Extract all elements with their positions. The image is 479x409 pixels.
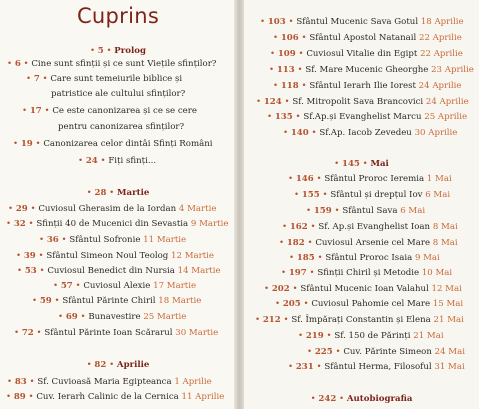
entry-title: Sfântul Sofronie xyxy=(69,235,141,245)
entry-page: 72 xyxy=(21,328,34,338)
toc-entry[interactable]: • 69 • Bunavestire 25 Martie xyxy=(58,312,187,322)
toc-entry[interactable]: • 219 • Sf. 150 de Părinți 21 Mai xyxy=(298,331,444,341)
toc-entry[interactable]: • 225 • Cuv. Părinte Simeon 24 Mai xyxy=(307,347,465,357)
entry-page: 135 xyxy=(274,112,293,122)
right-page xyxy=(244,0,479,409)
entry-title: Cine sunt sfinții și ce sunt Viețile sfinților? xyxy=(31,59,217,69)
entry-title: Cuviosul Pahomie cel Mare xyxy=(311,299,431,309)
entry-page: 140 xyxy=(290,128,309,138)
entry-date: 11 Aprilie xyxy=(181,392,225,402)
entry-page: 89 xyxy=(13,392,26,402)
entry-title: Sfântul Proroc Isaia xyxy=(325,253,413,263)
entry-page: 36 xyxy=(46,235,59,245)
toc-entry[interactable]: • 103 • Sfântul Mucenic Sava Gotul 18 Aprilie xyxy=(260,17,464,27)
entry-date: 30 Martie xyxy=(175,328,219,338)
entry-page: 83 xyxy=(14,377,27,387)
entry-title: Cuviosul Vitalie din Egipt xyxy=(306,49,418,59)
toc-entry[interactable]: • 17 • Ce este canonizarea și ce se cere xyxy=(22,106,197,116)
entry-page: 162 xyxy=(289,222,308,232)
entry-title: Sf. Mitropolit Sava Brancovici xyxy=(292,97,424,107)
entry-date: 22 Aprilie xyxy=(420,49,463,59)
toc-entry[interactable]: • 231 • Sfântul Herma, Filosoful 31 Mai xyxy=(288,362,465,372)
entry-date: 1 Aprilie xyxy=(174,377,212,387)
entry-page: 103 xyxy=(267,17,286,27)
toc-entry[interactable]: • 106 • Sfântul Apostol Natanail 22 Aprilie xyxy=(273,33,462,43)
section-aprilie[interactable]: • 82 • Aprilie xyxy=(86,360,150,370)
left-page xyxy=(0,0,236,409)
section-title: Martie xyxy=(117,188,150,198)
section-page: 82 xyxy=(94,360,107,370)
toc-entry[interactable]: • 32 • Sfinții 40 de Mucenici din Sevastia 9 Martie xyxy=(6,219,229,229)
entry-page: 32 xyxy=(13,219,26,229)
entry-title: Cuviosul Benedict din Nursia xyxy=(47,266,175,276)
toc-entry-continuation xyxy=(58,122,184,133)
entry-title: Sfântul Mucenic Sava Gotul xyxy=(296,17,419,27)
entry-page: 182 xyxy=(286,238,305,248)
entry-title: pentru canonizarea sfinților? xyxy=(58,122,185,132)
entry-title: Sfântul Ierarh Ilie Iorest xyxy=(309,81,416,91)
toc-entry[interactable]: • 159 • Sfântul Sava 6 Mai xyxy=(306,206,426,216)
section-title: Autobiografia xyxy=(346,394,413,404)
toc-entry-continuation xyxy=(51,89,185,100)
toc-entry[interactable]: • 72 • Sfântul Părinte Ioan Scărarul 30 Martie xyxy=(14,328,219,338)
entry-page: 29 xyxy=(15,204,28,214)
section-page: 242 xyxy=(318,394,337,404)
entry-page: 113 xyxy=(276,65,295,75)
entry-date: 21 Mai xyxy=(433,315,464,325)
entry-date: 30 Aprilie xyxy=(414,128,458,138)
entry-date: 25 Martie xyxy=(143,312,187,322)
entry-title: Sf. Ap.și Evanghelist Ioan xyxy=(318,222,431,232)
entry-date: 17 Martie xyxy=(153,281,197,291)
entry-date: 18 Aprilie xyxy=(420,17,464,27)
page-title: Cuprins xyxy=(76,4,160,28)
toc-entry[interactable]: • 109 • Cuviosul Vitalie din Egipt 22 Aprilie xyxy=(270,49,463,59)
entry-page: 7 xyxy=(33,74,40,84)
entry-date: 8 Mai xyxy=(432,238,458,248)
toc-entry[interactable]: • 113 • Sf. Mare Mucenic Gheorghe 23 Aprilie xyxy=(269,65,474,75)
entry-date: 24 Mai xyxy=(434,347,465,357)
section-title: Mai xyxy=(370,159,389,169)
entry-date: 8 Mai xyxy=(432,222,458,232)
toc-entry[interactable]: • 124 • Sf. Mitropolit Sava Brancovici 24 Aprilie xyxy=(256,97,469,107)
entry-date: 4 Martie xyxy=(178,204,217,214)
entry-title: Canonizarea celor dintâi Sfinți Români xyxy=(43,139,213,149)
entry-page: 17 xyxy=(29,106,42,116)
toc-entry[interactable]: • 135 • Sf.Ap.și Evanghelist Marcu 25 Aprilie xyxy=(267,112,468,122)
section-page: 28 xyxy=(94,188,107,198)
toc-entry[interactable]: • 24 • Fiți sfinți... xyxy=(78,156,157,166)
entry-page: 6 xyxy=(14,59,21,69)
entry-title: Sf.Ap.și Evanghelist Marcu xyxy=(303,112,422,122)
toc-entry[interactable]: • 83 • Sf. Cuvioasă Maria Egipteanca 1 Aprilie xyxy=(7,377,212,387)
entry-title: Sfântul Simeon Noul Teolog xyxy=(46,251,169,261)
entry-title: Sfântul Părinte Ioan Scărarul xyxy=(44,328,173,338)
entry-page: 212 xyxy=(262,315,281,325)
entry-title: Sf. Împărați Constantin și Elena xyxy=(291,315,431,325)
toc-entry[interactable]: • 197 • Sfinții Chiril și Metodie 10 Mai xyxy=(281,268,453,278)
section-page: 5 xyxy=(97,46,104,56)
toc-entry[interactable]: • 118 • Sfântul Ierarh Ilie Iorest 24 Aprilie xyxy=(273,81,462,91)
toc-entry[interactable]: • 182 • Cuviosul Arsenie cel Mare 8 Mai xyxy=(279,238,458,248)
toc-entry[interactable]: • 155 • Sfântul și drepțul Iov 6 Mai xyxy=(294,190,451,200)
entry-title: Sfinții Chiril și Metodie xyxy=(317,268,420,278)
entry-page: 225 xyxy=(314,347,333,357)
entry-page: 197 xyxy=(288,268,307,278)
entry-date: 24 Aprilie xyxy=(418,81,462,91)
toc-entry[interactable]: • 19 • Canonizarea celor dintâi Sfinți Români xyxy=(13,139,213,149)
entry-date: 9 Martie xyxy=(190,219,229,229)
toc-entry[interactable]: • 39 • Sfântul Simeon Noul Teolog 12 Martie xyxy=(16,251,215,261)
entry-title: Sfântul Herma, Filosoful xyxy=(324,362,432,372)
entry-title: Sf. Cuvioasă Maria Egipteanca xyxy=(37,377,172,387)
entry-page: 205 xyxy=(282,299,301,309)
entry-title: Cuviosul Gherasim de la Iordan xyxy=(38,204,177,214)
toc-entry[interactable]: • 185 • Sfântul Proroc Isaia 9 Mai xyxy=(289,253,440,263)
entry-title: Cuviosul Alexie xyxy=(83,281,151,291)
entry-date: 14 Martie xyxy=(177,266,221,276)
entry-page: 19 xyxy=(20,139,33,149)
toc-entry[interactable]: • 202 • Sfântul Mucenic Ioan Valahul 12 Mai xyxy=(264,284,462,294)
entry-page: 155 xyxy=(301,190,320,200)
toc-entry[interactable]: • 146 • Sfântul Proroc Ieremia 1 Mai xyxy=(288,174,452,184)
entry-title: Bunavestire xyxy=(88,312,141,322)
entry-title: Sf. Mare Mucenic Gheorghe xyxy=(305,65,429,75)
entry-date: 1 Mai xyxy=(426,174,452,184)
entry-title: Care sunt temeiurile biblice și xyxy=(50,74,183,84)
entry-date: 24 Aprilie xyxy=(425,97,469,107)
entry-title: Sfântul Sava xyxy=(342,206,398,216)
entry-page: 69 xyxy=(65,312,78,322)
toc-entry[interactable]: • 140 • Sf.Ap. Iacob Zevedeu 30 Aprilie xyxy=(283,128,458,138)
section-autobiografia[interactable]: • 242 • Autobiografia xyxy=(310,394,413,404)
entry-title: Ce este canonizarea și ce se cere xyxy=(52,106,197,116)
section-mai[interactable]: • 145 • Mai xyxy=(334,159,389,169)
entry-date: 9 Mai xyxy=(414,253,440,263)
entry-page: 106 xyxy=(280,33,299,43)
entry-title: Cuv. Ierarh Calinic de la Cernica xyxy=(36,392,179,402)
entry-title: Sfântul Mucenic Ioan Valahul xyxy=(300,284,429,294)
entry-page: 231 xyxy=(295,362,314,372)
entry-date: 10 Mai xyxy=(421,268,453,278)
entry-page: 109 xyxy=(277,49,296,59)
entry-title: Sfinții 40 de Mucenici din Sevastia xyxy=(36,219,189,229)
entry-date: 18 Martie xyxy=(158,296,202,306)
toc-entry[interactable]: • 6 • Cine sunt sfinții și ce sunt Viețile sfinților? xyxy=(7,59,217,69)
entry-page: 39 xyxy=(23,251,36,261)
entry-date: 22 Aprilie xyxy=(419,33,462,43)
toc-entry[interactable]: • 59 • Sfântul Părinte Chiril 18 Martie xyxy=(32,296,202,306)
section-martie[interactable]: • 28 • Martie xyxy=(86,188,150,198)
entry-date: 6 Mai xyxy=(400,206,426,216)
toc-entry[interactable]: • 57 • Cuviosul Alexie 17 Martie xyxy=(53,281,197,291)
toc-entry[interactable]: • 53 • Cuviosul Benedict din Nursia 14 Martie xyxy=(17,266,221,276)
entry-title: Sf. 150 de Părinți xyxy=(334,331,411,341)
entry-date: 15 Mai xyxy=(432,299,464,309)
entry-title: Sfântul Părinte Chiril xyxy=(62,296,156,306)
entry-title: Sfântul și drepțul Iov xyxy=(330,190,423,200)
section-title: Aprilie xyxy=(116,360,150,370)
entry-title: Sf.Ap. Iacob Zevedeu xyxy=(319,128,412,138)
section-page: 145 xyxy=(341,159,360,169)
entry-page: 24 xyxy=(85,156,98,166)
entry-title: Cuv. Părinte Simeon xyxy=(343,347,432,357)
entry-page: 159 xyxy=(313,206,332,216)
entry-date: 21 Mai xyxy=(413,331,444,341)
entry-date: 11 Martie xyxy=(143,235,187,245)
toc-entry[interactable]: • 29 • Cuviosul Gherasim de la Iordan 4 Martie xyxy=(8,204,217,214)
toc-entry[interactable]: • 89 • Cuv. Ierarh Calinic de la Cernica 11 Aprilie xyxy=(6,392,225,402)
toc-entry[interactable]: • 36 • Sfântul Sofronie 11 Martie xyxy=(39,235,187,245)
entry-page: 57 xyxy=(60,281,73,291)
entry-page: 219 xyxy=(305,331,324,341)
entry-title: Sfântul Apostol Natanail xyxy=(309,33,417,43)
entry-date: 25 Aprilie xyxy=(424,112,468,122)
entry-page: 118 xyxy=(280,81,299,91)
entry-page: 124 xyxy=(263,97,282,107)
entry-date: 12 Martie xyxy=(171,251,215,261)
section-prolog[interactable]: • 5 • Prolog xyxy=(89,46,147,56)
toc-entry[interactable]: • 205 • Cuviosul Pahomie cel Mare 15 Mai xyxy=(275,299,464,309)
entry-title: patristice ale cultului sfinților? xyxy=(51,89,186,99)
toc-entry[interactable]: • 7 • Care sunt temeiurile biblice și xyxy=(26,74,183,84)
toc-entry[interactable]: • 212 • Sf. Împărați Constantin și Elena 21 Mai xyxy=(255,315,464,325)
entry-title: Fiți sfinți... xyxy=(108,156,157,166)
entry-date: 12 Mai xyxy=(431,284,462,294)
entry-date: 23 Aprilie xyxy=(431,65,474,75)
entry-title: Cuviosul Arsenie cel Mare xyxy=(315,238,431,248)
entry-page: 185 xyxy=(296,253,315,263)
entry-page: 202 xyxy=(271,284,290,294)
entry-page: 53 xyxy=(24,266,37,276)
entry-page: 146 xyxy=(295,174,314,184)
entry-title: Sfântul Proroc Ieremia xyxy=(324,174,425,184)
entry-page: 59 xyxy=(39,296,52,306)
entry-date: 31 Mai xyxy=(434,362,465,372)
entry-date: 6 Mai xyxy=(425,190,451,200)
toc-entry[interactable]: • 162 • Sf. Ap.și Evanghelist Ioan 8 Mai xyxy=(282,222,458,232)
section-title: Prolog xyxy=(114,46,147,56)
